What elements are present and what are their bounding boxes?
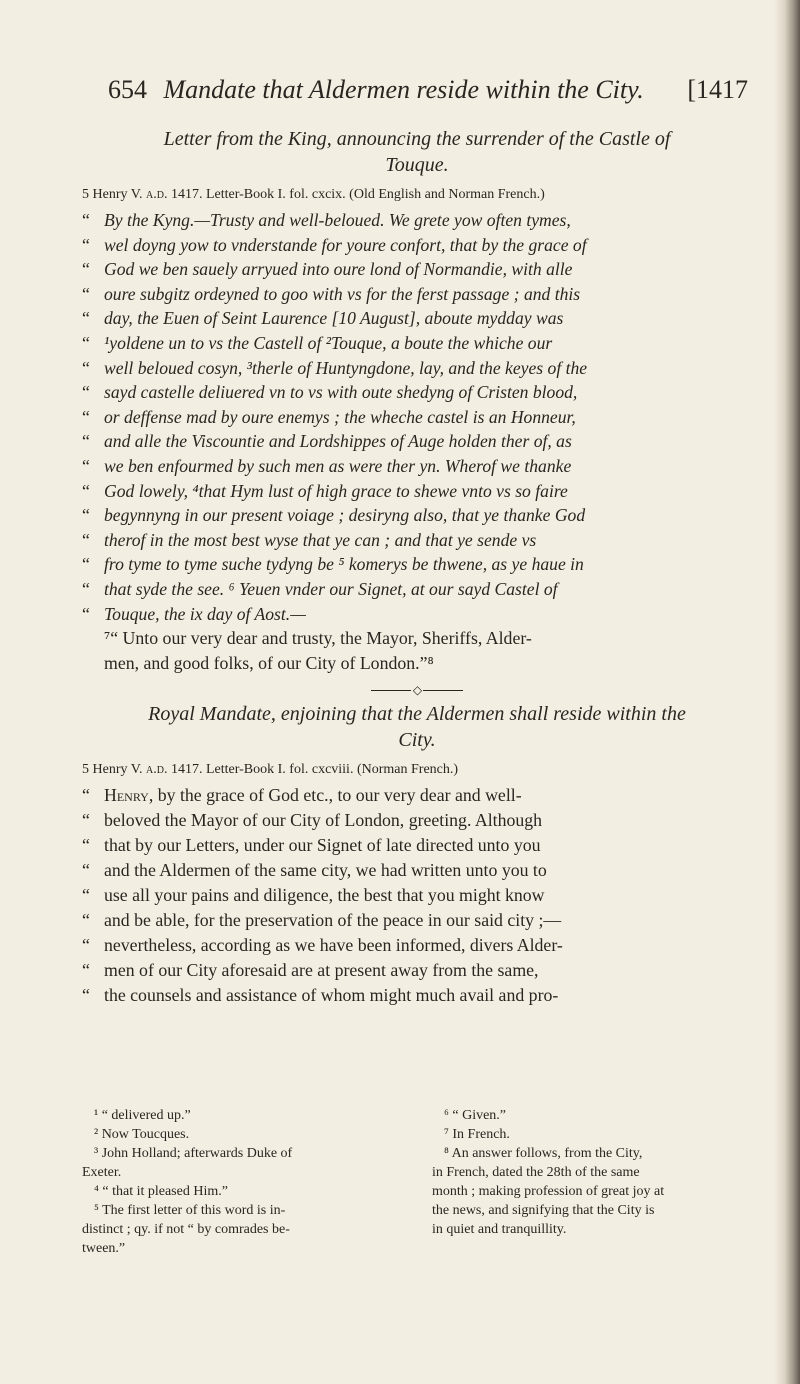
page-edge-shadow xyxy=(774,0,800,1384)
letter-heading: Letter from the King, announcing the surrender of the Castle of Touque. xyxy=(163,128,671,176)
footnote-continuation: month ; making profession of great joy at xyxy=(432,1184,665,1199)
letter-text xyxy=(82,208,752,676)
mandate-source: 5 Henry V. a.d. 1417. Letter-Book I. fol. cxcviii. (Norman French.) xyxy=(82,762,459,778)
letter-line: “ day, the Euen of Seint Laurence [10 August], aboute mydday was xyxy=(82,308,564,329)
footnote-continuation: in quiet and tranquillity. xyxy=(432,1222,567,1237)
footnote: ² Now Toucques. xyxy=(94,1127,190,1142)
page-number: 654 xyxy=(108,75,147,104)
mandate-text xyxy=(82,783,752,1008)
mandate-line: “ beloved the Mayor of our City of London, greeting. Although xyxy=(82,810,543,831)
footnote: ⁴ “ that it pleased Him.” xyxy=(94,1184,228,1199)
letter-line: “ that syde the see. ⁶ Yeuen vnder our Signet, at our sayd Castel of xyxy=(82,578,558,599)
footnote: ⁷ In French. xyxy=(444,1127,510,1142)
mandate-line: “ and the Aldermen of the same city, we had written unto you to xyxy=(82,860,547,881)
letter-line: “ ¹yoldene un to vs the Castell of ²Touque, a boute the whiche our xyxy=(82,332,553,353)
letter-line: “ Touque, the ix day of Aost.— xyxy=(82,603,306,624)
footnote: ⁵ The first letter of this word is in- xyxy=(94,1203,286,1218)
letter-line: “ fro tyme to tyme suche tydyng be ⁵ komerys be thwene, as ye haue in xyxy=(82,554,584,575)
letter-line: “ we ben enfourmed by such men as were ther yn. Wherof we thanke xyxy=(82,455,572,476)
letter-line: “ and alle the Viscountie and Lordshippes of Auge holden ther of, as xyxy=(82,431,572,452)
letter-line: “ therof in the most best wyse that ye can ; and that ye sende vs xyxy=(82,529,537,550)
letter-line: “ begynnyng in our present voiage ; desiryng also, that ye thanke God xyxy=(82,505,586,526)
footnote: ¹ “ delivered up.” xyxy=(94,1108,191,1123)
mandate-heading: Royal Mandate, enjoining that the Aldermen shall reside within the City. xyxy=(148,703,686,752)
mandate-line: “ Henry, by the grace of God etc., to our very dear and well- xyxy=(82,785,522,806)
footnote-continuation: the news, and signifying that the City is xyxy=(432,1203,655,1218)
letter-source: 5 Henry V. a.d. 1417. Letter-Book I. fol. cxcix. (Old English and Norman French.) xyxy=(82,187,545,202)
mandate-line: “ that by our Letters, under our Signet of late directed unto you xyxy=(82,835,541,856)
footnote: ³ John Holland; afterwards Duke of xyxy=(94,1146,293,1161)
mandate-line: “ nevertheless, according as we have been informed, divers Alder- xyxy=(82,935,563,956)
mandate-line: “ the counsels and assistance of whom might much avail and pro- xyxy=(82,985,559,1006)
running-title: Mandate that Aldermen reside within the City. xyxy=(163,75,644,104)
letter-line: “ oure subgitz ordeyned to goo with vs for the ferst passage ; and this xyxy=(82,283,581,304)
letter-line: “ God lowely, ⁴that Hym lust of high grace to shewe vnto vs so faire xyxy=(82,480,568,501)
letter-line: “ well beloued cosyn, ³therle of Huntyngdone, lay, and the keyes of the xyxy=(82,357,588,378)
diamond-ornament-icon: ◇ xyxy=(412,683,422,698)
footnote-continuation: distinct ; qy. if not “ by comrades be- xyxy=(82,1222,290,1237)
mandate-line: “ use all your pains and diligence, the best that you might know xyxy=(82,885,545,906)
footnote-continuation: tween.” xyxy=(82,1241,126,1256)
letter-line: “ By the Kyng.—Trusty and well-beloued. We grete yow often tymes, xyxy=(82,210,571,230)
section-divider xyxy=(82,682,752,697)
footnote-continuation: in French, dated the 28th of the same xyxy=(432,1165,640,1180)
footnote: ⁸ An answer follows, from the City, xyxy=(444,1146,643,1161)
letter-line: “ God we ben sauely arryued into oure lond of Normandie, with alle xyxy=(82,259,573,280)
mandate-line: “ and be able, for the preservation of the peace in our said city ;— xyxy=(82,910,562,931)
footnotes-right-column xyxy=(432,1106,758,1239)
main-text xyxy=(82,126,752,1008)
mandate-line: “ men of our City aforesaid are at present away from the same, xyxy=(82,960,539,981)
running-header xyxy=(108,72,748,108)
letter-closing: ⁷“ Unto our very dear and trusty, the Mayor, Sheriffs, Alder- men, and good folks, of our City of London.”⁸ xyxy=(104,628,532,674)
letter-line: “ or deffense mad by oure enemys ; the wheche castel is an Honneur, xyxy=(82,406,576,427)
footnote-continuation: Exeter. xyxy=(82,1165,122,1180)
footnotes-left-column xyxy=(82,1106,422,1258)
letter-line: “ wel doyng yow to vnderstande for youre confort, that by the grace of xyxy=(82,234,587,255)
footnote: ⁶ “ Given.” xyxy=(444,1108,507,1123)
letter-line: “ sayd castelle deliuered vn to vs with oute shedyng of Cristen blood, xyxy=(82,382,578,403)
header-year: [1417 xyxy=(687,75,748,104)
